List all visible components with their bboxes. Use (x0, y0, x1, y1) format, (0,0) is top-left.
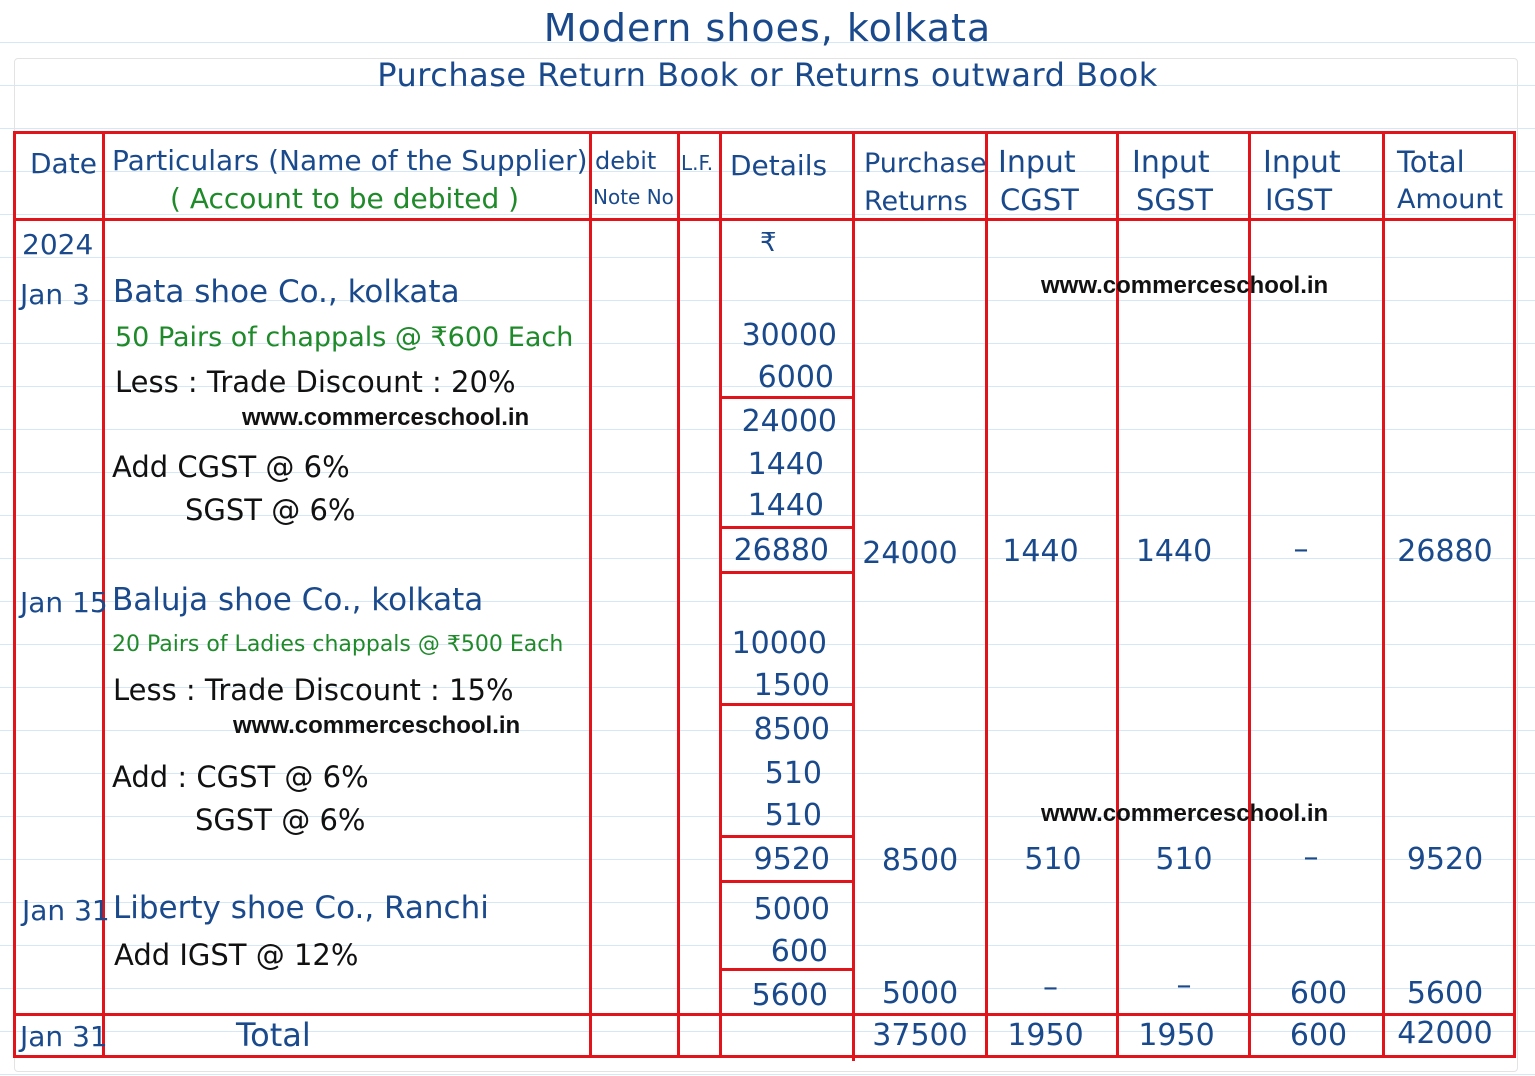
total-amount: 9520 (1406, 842, 1484, 877)
input-igst-amount: – (1293, 532, 1309, 567)
input-igst-amount: 600 (1289, 976, 1348, 1011)
header-particulars: Particulars (Name of the Supplier) (112, 144, 588, 177)
purchase-returns-amount: 5000 (881, 976, 959, 1011)
header-lf: L.F. (681, 151, 714, 175)
watermark: www.commerceschool.in (242, 404, 530, 431)
item-description: 20 Pairs of Ladies chappals @ ₹500 Each (112, 632, 564, 657)
header-cgst-2: CGST (1000, 183, 1079, 217)
total-amount: 26880 (1397, 534, 1493, 569)
detail-amount: 1440 (747, 488, 824, 523)
detail-amount: 510 (764, 756, 822, 791)
header-details: Details (730, 149, 828, 182)
trade-discount-line: Less : Trade Discount : 15% (113, 673, 514, 707)
watermark: www.commerceschool.in (233, 712, 521, 739)
add-sgst-line: SGST @ 6% (185, 493, 356, 527)
purchase-returns-amount: 8500 (881, 843, 959, 878)
detail-amount: 510 (764, 798, 822, 833)
header-igst-2: IGST (1265, 183, 1333, 217)
detail-amount: 1500 (753, 668, 830, 703)
header-purchase-returns: Purchase (864, 148, 987, 179)
detail-subtotal: 26880 (733, 533, 829, 568)
header-date: Date (30, 147, 97, 180)
detail-amount: 24000 (741, 404, 837, 439)
detail-amount: 1440 (747, 447, 824, 482)
entry-date: Jan 15 (20, 586, 108, 619)
supplier-name: Bata shoe Co., kolkata (113, 274, 460, 310)
currency-symbol: ₹ (760, 228, 777, 258)
totals-date: Jan 31 (20, 1020, 108, 1053)
input-sgst-amount: 1440 (1135, 534, 1213, 569)
header-sgst-2: SGST (1136, 183, 1214, 217)
header-cgst: Input (998, 145, 1076, 180)
add-sgst-line: SGST @ 6% (195, 803, 366, 837)
grand-total-amount: 42000 (1397, 1016, 1493, 1051)
total-amount: 5600 (1406, 976, 1484, 1011)
detail-amount: 30000 (741, 318, 837, 353)
watermark: www.commerceschool.in (1041, 800, 1329, 827)
entry-date: Jan 3 (20, 278, 90, 311)
page-title: Modern shoes, kolkata (543, 6, 992, 50)
detail-subtotal: 9520 (753, 842, 830, 877)
total-input-cgst: 1950 (1007, 1018, 1084, 1053)
header-total-amount: Amount (1397, 184, 1504, 215)
year-label: 2024 (22, 228, 94, 261)
detail-amount: 5000 (753, 892, 830, 927)
detail-amount: 6000 (757, 360, 834, 395)
detail-amount: 600 (770, 934, 828, 969)
total-input-igst: 600 (1289, 1018, 1348, 1053)
watermark: www.commerceschool.in (1041, 272, 1329, 299)
detail-subtotal: 5600 (751, 978, 828, 1013)
header-sgst: Input (1132, 145, 1210, 180)
total-purchase-returns: 37500 (872, 1018, 968, 1053)
header-debit-note-no: Note No (593, 185, 674, 209)
detail-amount: 8500 (753, 712, 830, 747)
total-input-sgst: 1950 (1138, 1018, 1215, 1053)
entry-date: Jan 31 (22, 894, 110, 927)
item-description: 50 Pairs of chappals @ ₹600 Each (115, 322, 574, 353)
header-debit-note: debit (595, 147, 657, 175)
add-igst-line: Add IGST @ 12% (114, 938, 359, 972)
trade-discount-line: Less : Trade Discount : 20% (115, 365, 516, 399)
input-igst-amount: – (1303, 840, 1319, 875)
add-cgst-line: Add : CGST @ 6% (112, 760, 369, 794)
input-sgst-amount: 510 (1155, 842, 1213, 877)
purchase-returns-amount: 24000 (862, 536, 958, 571)
header-total: Total (1397, 145, 1465, 179)
input-cgst-amount: 1440 (1002, 534, 1079, 569)
header-igst: Input (1263, 145, 1341, 180)
header-purchase-returns-2: Returns (864, 186, 968, 217)
input-cgst-amount: – (1043, 970, 1058, 1005)
page-subtitle: Purchase Return Book or Returns outward Book (377, 56, 1158, 94)
input-sgst-amount: – (1176, 968, 1192, 1003)
detail-amount: 10000 (731, 626, 827, 661)
add-cgst-line: Add CGST @ 6% (112, 450, 350, 484)
input-cgst-amount: 510 (1024, 842, 1082, 877)
supplier-name: Baluja shoe Co., kolkata (112, 582, 484, 618)
header-particulars-note: ( Account to be debited ) (170, 182, 520, 215)
totals-label: Total (236, 1016, 311, 1054)
supplier-name: Liberty shoe Co., Ranchi (113, 890, 489, 926)
